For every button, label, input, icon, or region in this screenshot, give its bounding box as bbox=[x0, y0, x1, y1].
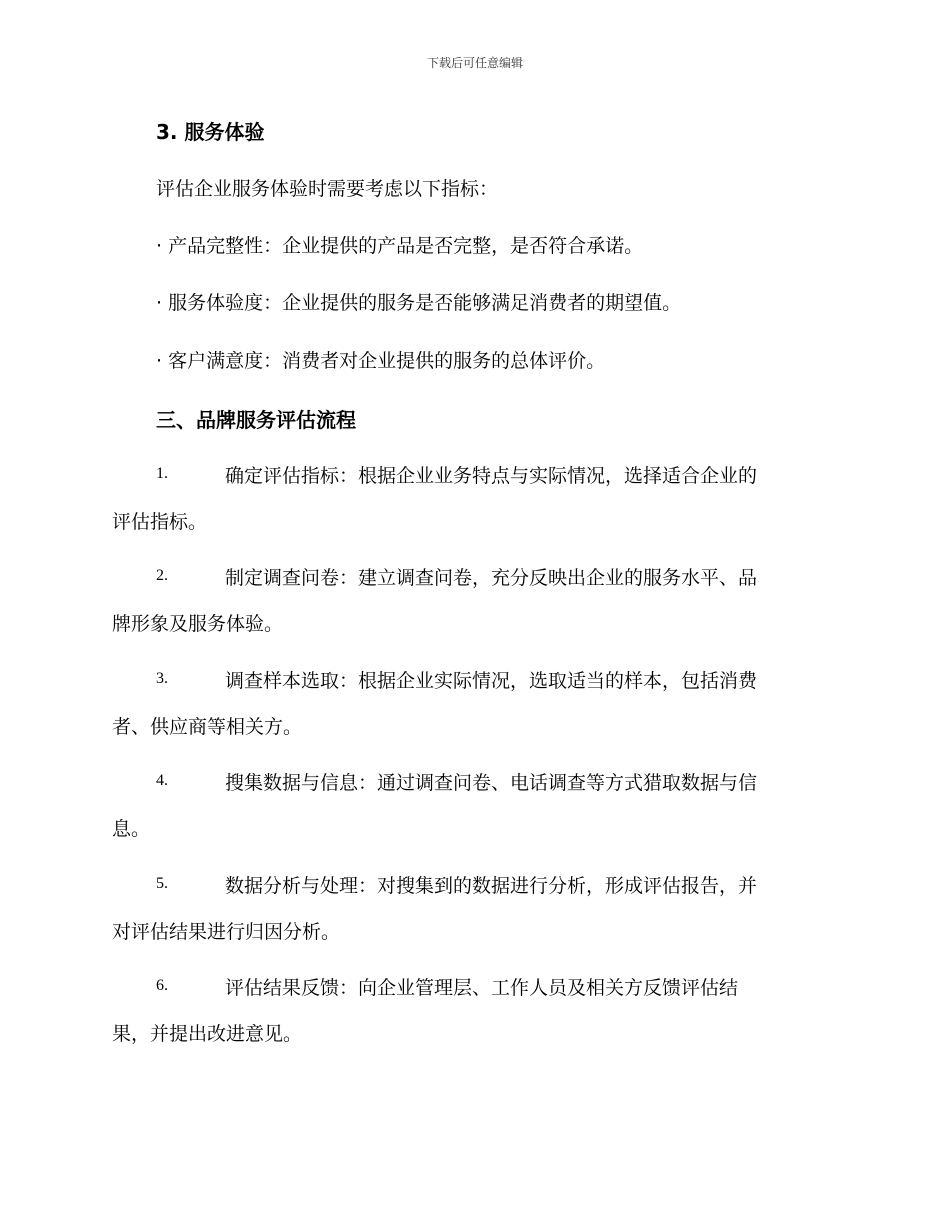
process-step-2 bbox=[0, 563, 950, 653]
process-step-1 bbox=[0, 461, 950, 551]
process-step-5 bbox=[0, 871, 950, 961]
bullet-service-experience: · 服务体验度：企业提供的服务是否能够满足消费者的期望值。 bbox=[156, 292, 682, 314]
step-number: 5. bbox=[156, 875, 168, 892]
section3-heading: 3. 服务体验 bbox=[156, 120, 265, 144]
step-number: 1. bbox=[156, 465, 168, 482]
step-number: 6. bbox=[156, 977, 168, 994]
step-text-line1: 确定评估指标：根据企业业务特点与实际情况，选择适合企业的 bbox=[225, 465, 758, 487]
step-text-line1: 搜集数据与信息：通过调查问卷、电话调查等方式猎取数据与信 bbox=[225, 772, 758, 794]
section3-intro: 评估企业服务体验时需要考虑以下指标： bbox=[156, 178, 499, 200]
step-text-line1: 评估结果反馈：向企业管理层、工作人员及相关方反馈评估结 bbox=[225, 977, 739, 999]
step-text-line1: 调查样本选取：根据企业实际情况，选取适当的样本，包括消费 bbox=[225, 670, 758, 692]
step-text-line2: 果，并提出改进意见。 bbox=[112, 1023, 303, 1045]
step-text-line2: 者、供应商等相关方。 bbox=[112, 716, 303, 738]
step-number: 3. bbox=[156, 670, 168, 687]
process-step-6 bbox=[0, 973, 950, 1063]
step-text-line1: 数据分析与处理：对搜集到的数据进行分析，形成评估报告，并 bbox=[225, 875, 758, 897]
step-text-line2: 评估指标。 bbox=[112, 511, 208, 533]
process-step-4 bbox=[0, 768, 950, 858]
process-step-3 bbox=[0, 666, 950, 756]
step-number: 4. bbox=[156, 772, 168, 789]
step-text-line2: 牌形象及服务体验。 bbox=[112, 613, 284, 635]
step-text-line1: 制定调查问卷：建立调查问卷，充分反映出企业的服务水平、品 bbox=[225, 567, 758, 589]
step-text-line2: 息。 bbox=[112, 818, 151, 840]
bullet-product-completeness: · 产品完整性：企业提供的产品是否完整，是否符合承诺。 bbox=[156, 235, 644, 257]
process-heading: 三、品牌服务评估流程 bbox=[156, 408, 356, 432]
bullet-customer-satisfaction: · 客户满意度：消费者对企业提供的服务的总体评价。 bbox=[156, 350, 606, 372]
header-note: 下载后可任意编辑 bbox=[426, 56, 523, 70]
step-number: 2. bbox=[156, 567, 168, 584]
step-text-line2: 对评估结果进行归因分析。 bbox=[112, 921, 341, 943]
